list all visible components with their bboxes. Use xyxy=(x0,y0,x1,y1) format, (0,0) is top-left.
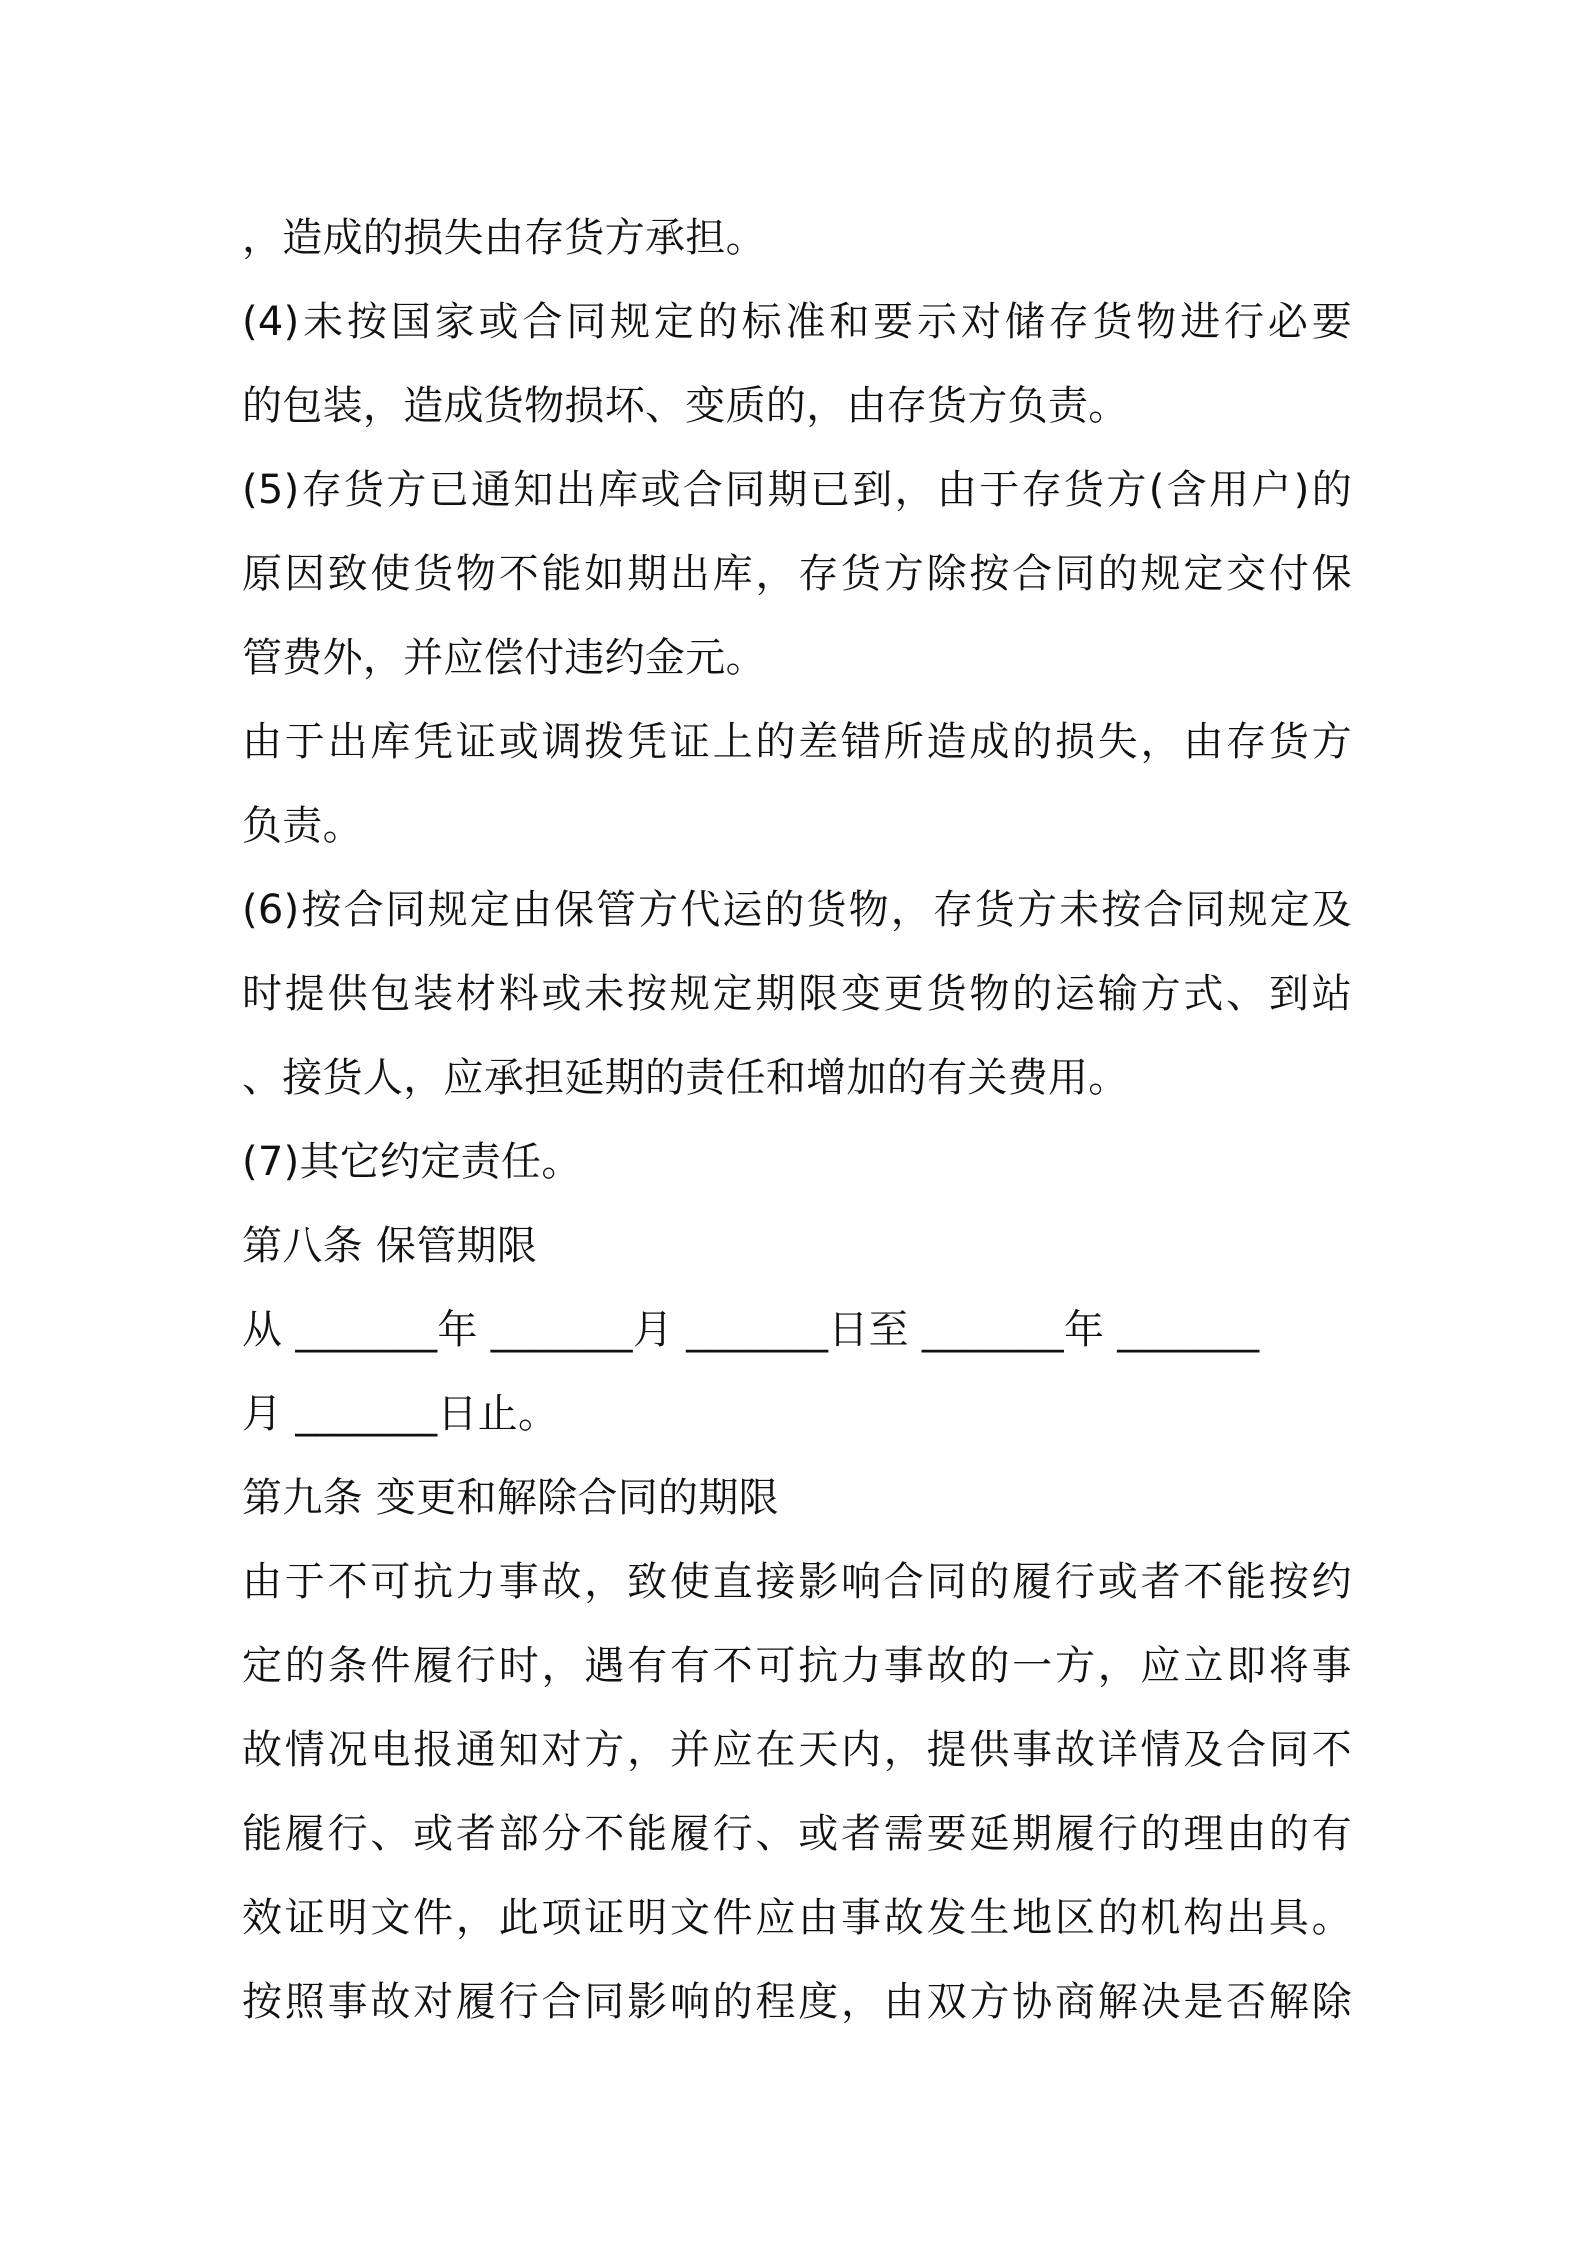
date-range-line-end: 月 _______日止。 xyxy=(242,1391,559,1437)
text-line: 能履行、或者部分不能履行、或者需要延期履行的理由的有 xyxy=(242,1811,1352,1857)
text-line: 管费外，并应偿付违约金元。 xyxy=(242,635,766,681)
text-line: 原因致使货物不能如期出库，存货方除按合同的规定交付保 xyxy=(242,551,1352,597)
text-line: 由于不可抗力事故，致使直接影响合同的履行或者不能按约 xyxy=(242,1559,1352,1605)
section-heading-article-9: 第九条 变更和解除合同的期限 xyxy=(242,1475,779,1521)
section-heading-article-8: 第八条 保管期限 xyxy=(242,1223,538,1269)
text-line: 效证明文件，此项证明文件应由事故发生地区的机构出具。 xyxy=(242,1895,1352,1941)
text-line: 按照事故对履行合同影响的程度，由双方协商解决是否解除 xyxy=(242,1979,1352,2025)
text-line: 的包装，造成货物损坏、变质的，由存货方负责。 xyxy=(242,383,1129,429)
text-line: 故情况电报通知对方，并应在天内，提供事故详情及合同不 xyxy=(242,1727,1352,1773)
text-line: (7)其它约定责任。 xyxy=(242,1139,582,1185)
text-line: (5)存货方已通知出库或合同期已到，由于存货方(含用户)的 xyxy=(242,467,1352,513)
text-line: 负责。 xyxy=(242,803,363,849)
text-line: 、接货人，应承担延期的责任和增加的有关费用。 xyxy=(242,1055,1129,1101)
document-body xyxy=(242,196,1352,2044)
text-line: (6)按合同规定由保管方代运的货物，存货方未按合同规定及 xyxy=(242,887,1352,933)
text-line: 由于出库凭证或调拨凭证上的差错所造成的损失，由存货方 xyxy=(242,719,1352,765)
text-line: 定的条件履行时，遇有有不可抗力事故的一方，应立即将事 xyxy=(242,1643,1352,1689)
text-line: (4)未按国家或合同规定的标准和要示对储存货物进行必要 xyxy=(242,299,1352,345)
text-line: ，造成的损失由存货方承担。 xyxy=(242,215,766,261)
text-line: 时提供包装材料或未按规定期限变更货物的运输方式、到站 xyxy=(242,971,1352,1017)
date-range-line: 从 _______年 _______月 _______日至 _______年 _______ xyxy=(242,1307,1260,1353)
